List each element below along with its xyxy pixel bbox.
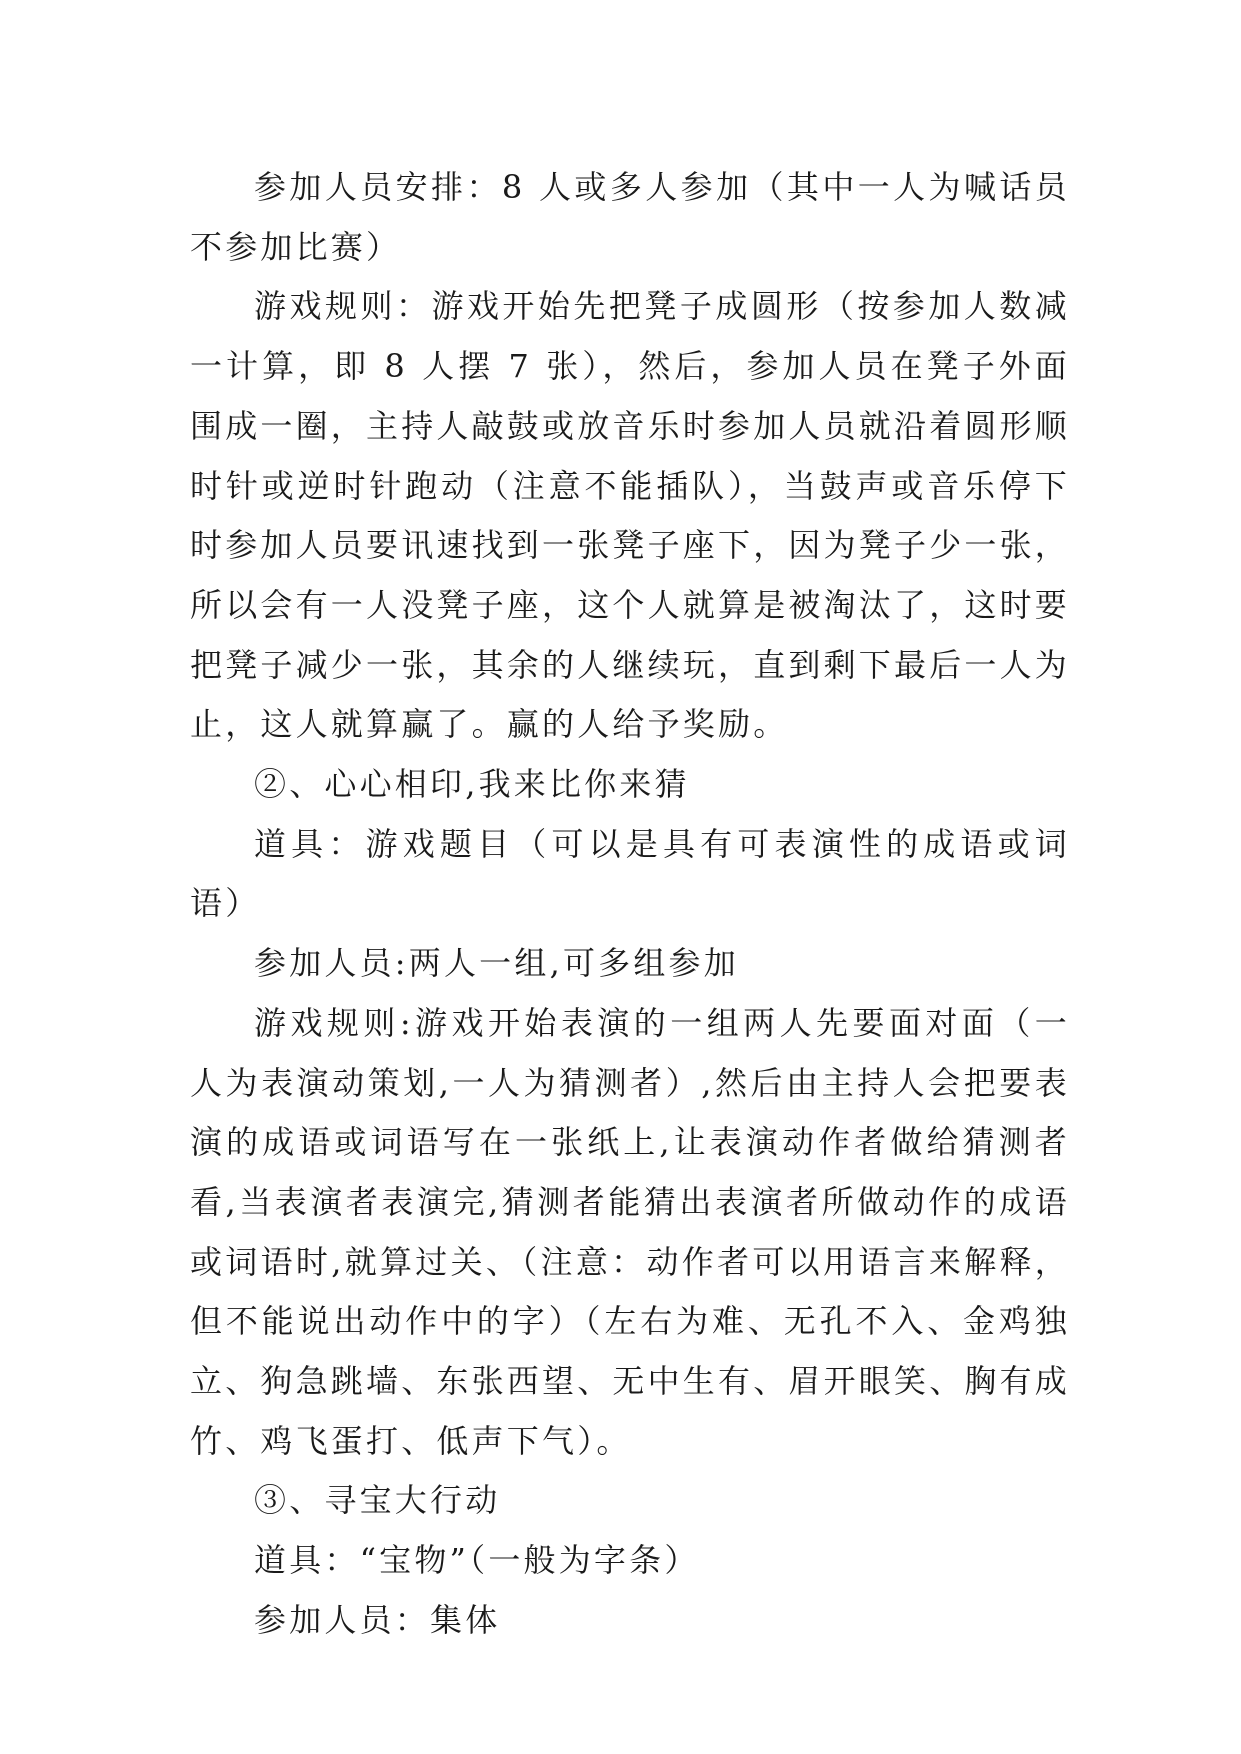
paragraph-participants-3: 参加人员：集体 [254,1600,501,1639]
paragraph-game-rules-2: 游戏规则:游戏开始表演的一组两人先要面对面（一人为表演动策划,一人为猜测者）,然后由主持人会把要表演的成语或词语写在一张纸上,让表演动作者做给猜测者看,当表演者表演完,猜测者能猜出表演者所做动作的成语或词语时,就算过关、（注意：动作者可以用语言来解释，但不能说出动作中的字）（左右为难、无孔不入、金鸡独立、狗急跳墙、东张西望、无中生有、眉开眼笑、胸有成竹、鸡飞蛋打、低声下气）。 [190,1003,1071,1460]
paragraph-game-rules: 游戏规则：游戏开始先把凳子成圆形（按参加人数减一计算，即 8 人摆 7 张），然后，参加人员在凳子外面围成一圈，主持人敲鼓或放音乐时参加人员就沿着圆形顺时针或逆时针跑动（注意不能插队），当鼓声或音乐停下时参加人员要讯速找到一张凳子座下，因为凳子少一张，所以会有一人没凳子座，这个人就算是被淘汰了，这时要把凳子减少一张，其余的人继续玩，直到剩下最后一人为止，这人就算赢了。赢的人给予奖励。 [190,287,1071,744]
paragraph-participants: 参加人员安排：8 人或多人参加（其中一人为喊话员不参加比赛） [190,168,1070,266]
section-heading-3: ③、寻宝大行动 [254,1481,501,1520]
section-heading-2: ②、心心相印,我来比你来猜 [254,765,690,804]
paragraph-props-3: 道具：“宝物”（一般为字条） [254,1541,700,1580]
paragraph-props: 道具：游戏题目（可以是具有可表演性的成语或词语） [190,824,1070,923]
paragraph-participants-2: 参加人员:两人一组,可多组参加 [254,944,739,983]
document-page [190,158,1070,1651]
